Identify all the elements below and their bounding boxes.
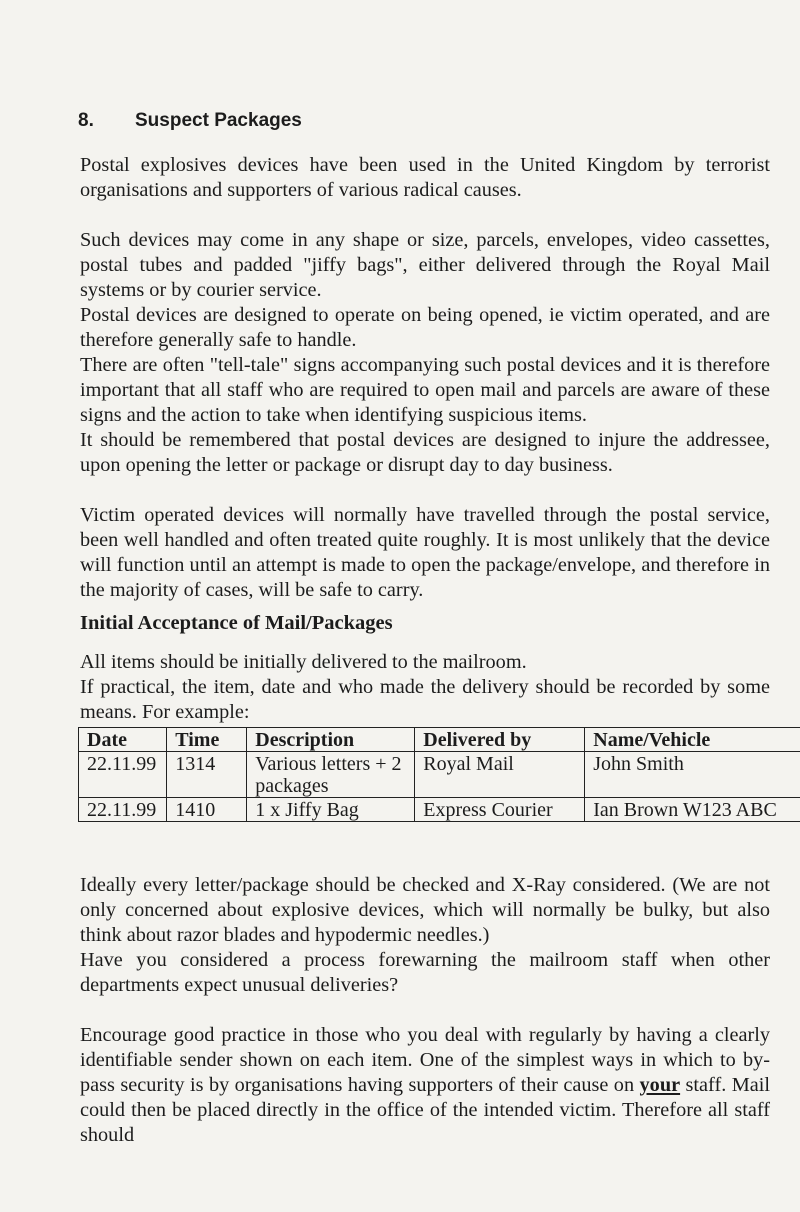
header-description: Description <box>247 728 415 752</box>
cell-name-vehicle: John Smith <box>585 752 800 798</box>
section-title: Suspect Packages <box>135 110 302 131</box>
cell-delivered-by: Express Courier <box>415 798 585 822</box>
paragraph-record-delivery: If practical, the item, date and who made the delivery should be recorded by some means. For example: <box>80 676 770 723</box>
header-time: Time <box>167 728 247 752</box>
emphasis-your: your <box>639 1074 681 1096</box>
cell-date: 22.11.99 <box>79 752 167 798</box>
paragraph-good-practice <box>80 1023 770 1148</box>
paragraph-xray: Ideally every letter/package should be checked and X-Ray considered. (We are not only concerned about explosive devices, which will normally be bulky, but also think about razor blades and hypodermic needles.) <box>80 874 770 946</box>
paragraph-postal-explosives: Postal explosives devices have been used in the United Kingdom by terrorist organisations and supporters of various radical causes. <box>80 154 770 201</box>
paragraph-mailroom: All items should be initially delivered to the mailroom. <box>80 651 527 673</box>
paragraph-victim-operated: Postal devices are designed to operate on being opened, ie victim operated, and are therefore generally safe to handle. <box>80 304 770 351</box>
cell-time: 1314 <box>167 752 247 798</box>
header-date: Date <box>79 728 167 752</box>
header-name-vehicle: Name/Vehicle <box>585 728 800 752</box>
paragraph-safe-to-carry: Victim operated devices will normally have travelled through the postal service, been well handled and often treated quite roughly. It is most unlikely that the device will function until an attempt is made to open the package/envelope, and therefore in the majority of cases, will be safe to carry. <box>80 504 770 601</box>
cell-delivered-by: Royal Mail <box>415 752 585 798</box>
header-delivered-by: Delivered by <box>415 728 585 752</box>
cell-date: 22.11.99 <box>79 798 167 822</box>
paragraph-device-shapes: Such devices may come in any shape or size, parcels, envelopes, video cassettes, postal tubes and padded "jiffy bags", either delivered through the Royal Mail systems or by courier service. <box>80 229 770 301</box>
paragraph-remember-injure: It should be remembered that postal devices are designed to injure the addressee, upon opening the letter or package or disrupt day to day business. <box>80 429 770 476</box>
good-practice-text-end: staff. Mail could then be placed directly in the office of the intended victim. Therefore all staff should <box>80 1074 770 1146</box>
cell-time: 1410 <box>167 798 247 822</box>
table-header-row <box>79 728 800 752</box>
section-number: 8. <box>78 110 94 131</box>
cell-name-vehicle: Ian Brown W123 ABC <box>585 798 800 822</box>
paragraph-forewarning: Have you considered a process forewarning the mailroom staff when other departments expect unusual deliveries? <box>80 949 770 996</box>
subheading-initial-acceptance: Initial Acceptance of Mail/Packages <box>80 612 393 634</box>
cell-description: 1 x Jiffy Bag <box>247 798 415 822</box>
good-practice-text-start: Encourage good practice in those who you deal with regularly by having a clearly identifiable sender shown on each item. One of the simplest ways in which to by-pass security is by organisations having supporters of their cause on <box>80 1024 770 1096</box>
delivery-log-table <box>78 727 800 822</box>
cell-description: Various letters + 2 packages <box>247 752 415 798</box>
table-row <box>79 798 800 822</box>
table-row <box>79 752 800 798</box>
paragraph-tell-tale-signs: There are often "tell-tale" signs accompanying such postal devices and it is therefore important that all staff who are required to open mail and parcels are aware of these signs and the action to take when identifying suspicious items. <box>80 354 770 426</box>
